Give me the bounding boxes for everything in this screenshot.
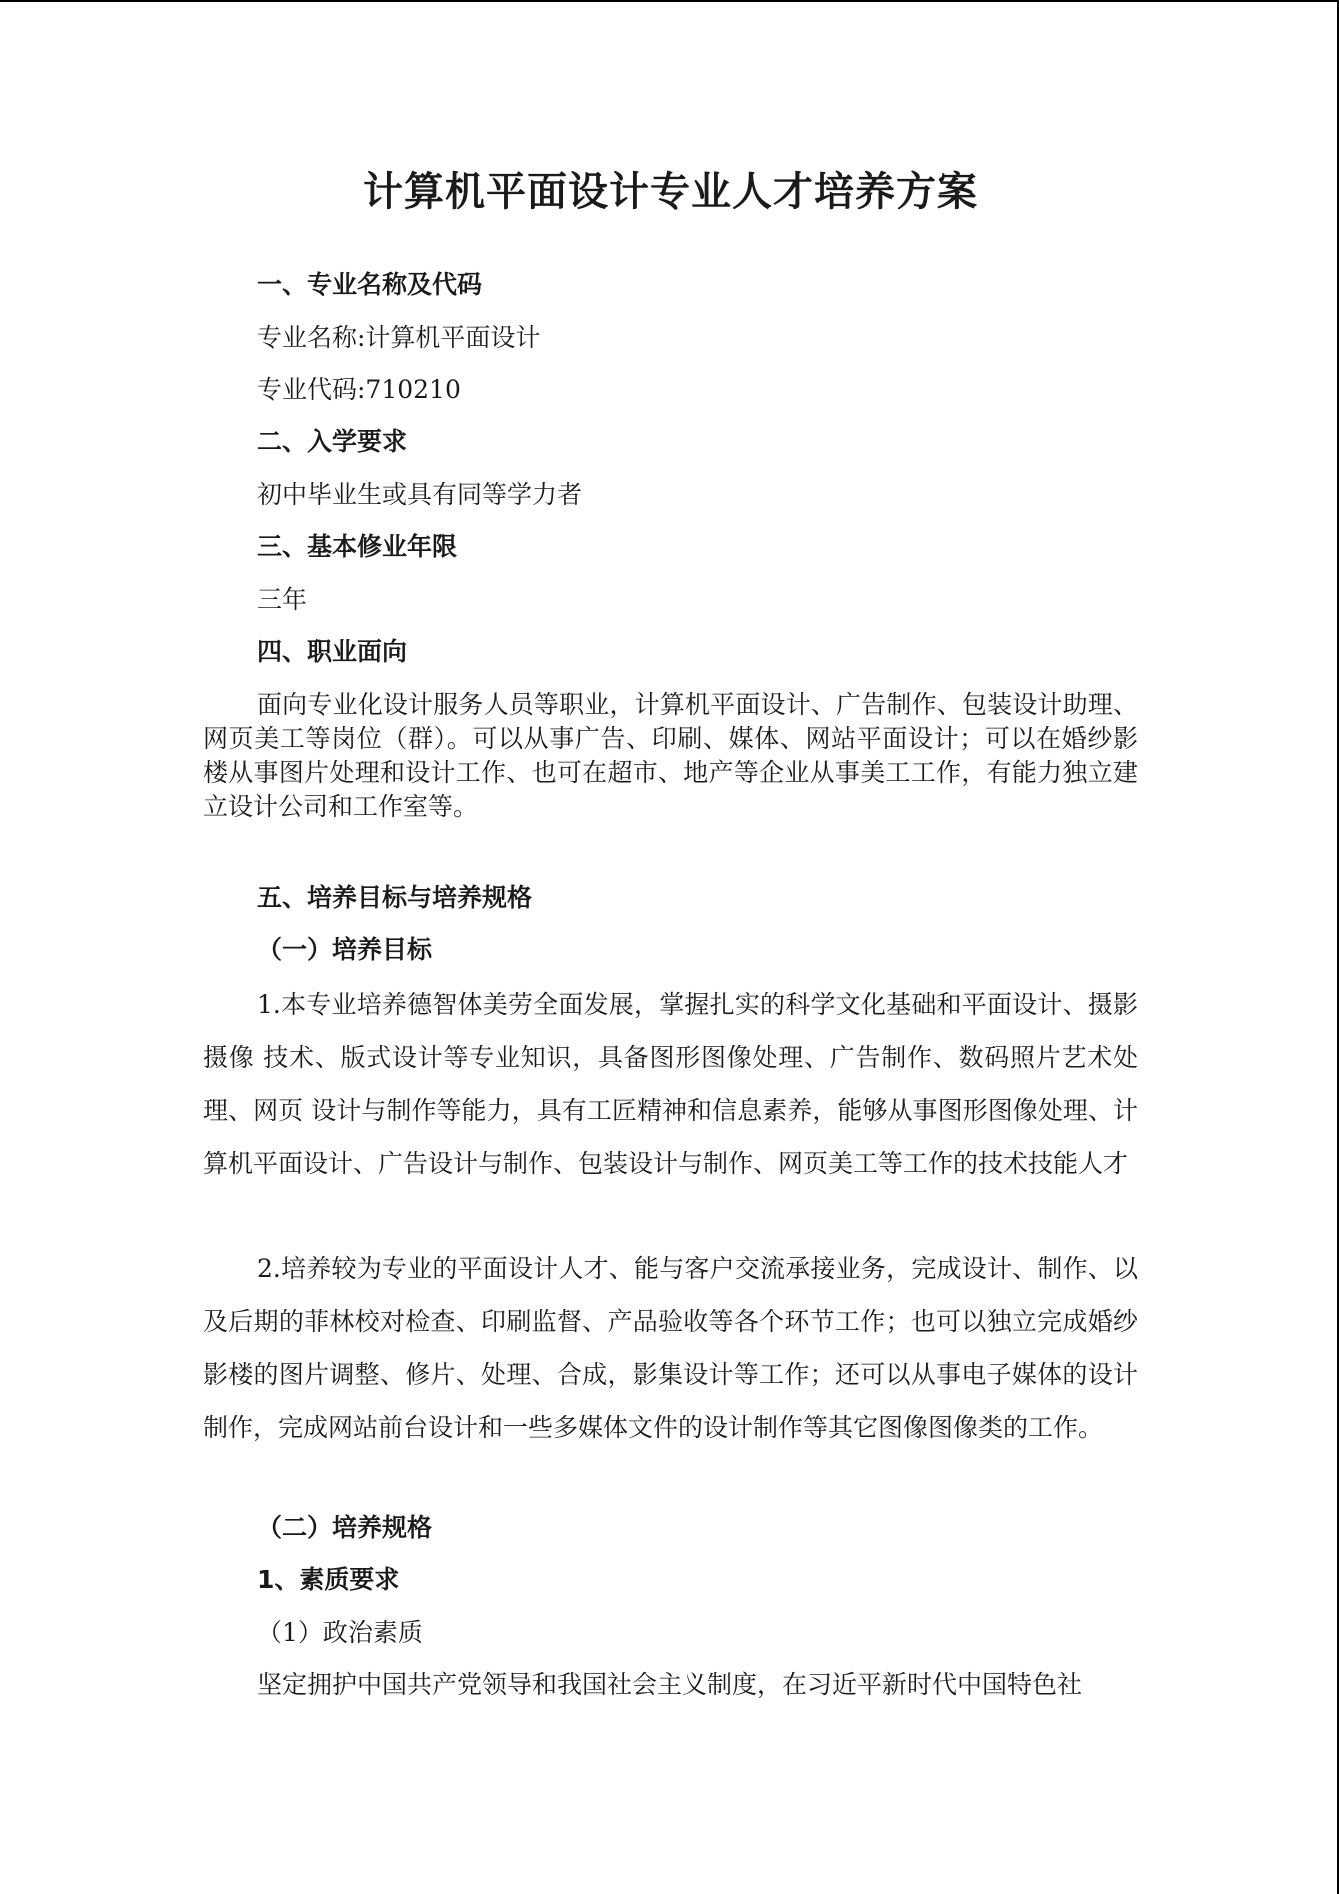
section-4-heading: 四、职业面向 (257, 637, 408, 666)
training-goal-paragraph-2: 2.培养较为专业的平面设计人才、能与客户交流承接业务，完成设计、制作、以及后期的菲林校对检查、印刷监督、产品验收等各个环节工作；也可以独立完成婚纱影楼的图片调整、修片、处理、合成，影集设计等工作；还可以从事电子媒体的设计制作，完成网站前台设计和一些多媒体文件的设计制作等其它图像图像类的工作。 (203, 1254, 1138, 1442)
quality-requirements-heading: 1、素质要求 (257, 1565, 400, 1594)
document-title: 计算机平面设计专业人才培养方案 (363, 169, 978, 215)
political-quality-text: 坚定拥护中国共产党领导和我国社会主义制度，在习近平新时代中国特色社 (257, 1670, 1083, 1699)
study-duration: 三年 (257, 585, 308, 614)
career-orientation-paragraph: 面向专业化设计服务人员等职业，计算机平面设计、广告制作、包装设计助理、网页美工等岗位（群）。可以从事广告、印刷、媒体、网站平面设计；可以在婚纱影楼从事图片处理和设计工作、也可在超市、地产等企业从事美工工作，有能力独立建立设计公司和工作室等。 (203, 690, 1138, 821)
admission-requirement: 初中毕业生或具有同等学力者 (257, 480, 583, 509)
section-1-heading: 一、专业名称及代码 (257, 270, 483, 299)
page-top-border (0, 0, 1339, 2)
major-code: 专业代码:710210 (257, 375, 461, 404)
subsection-training-goals: （一）培养目标 (257, 935, 433, 964)
section-5-heading: 五、培养目标与培养规格 (257, 883, 533, 912)
section-2-heading: 二、入学要求 (257, 427, 408, 456)
section-3-heading: 三、基本修业年限 (257, 532, 458, 561)
training-goal-paragraph-1: 1.本专业培养德智体美劳全面发展，掌握扎实的科学文化基础和平面设计、摄影摄像 技术、版式设计等专业知识，具备图形图像处理、广告制作、数码照片艺术处理、网页 设计与制作等能力，具有工匠精神和信息素养，能够从事图形图像处理、计算机平面设计、广告设计与制作、包装设计与制作、网页美工等工作的技术技能人才 (203, 990, 1138, 1178)
subsection-training-specs: （二）培养规格 (257, 1513, 433, 1542)
political-quality-heading: （1）政治素质 (257, 1618, 423, 1647)
major-name: 专业名称:计算机平面设计 (257, 323, 541, 352)
